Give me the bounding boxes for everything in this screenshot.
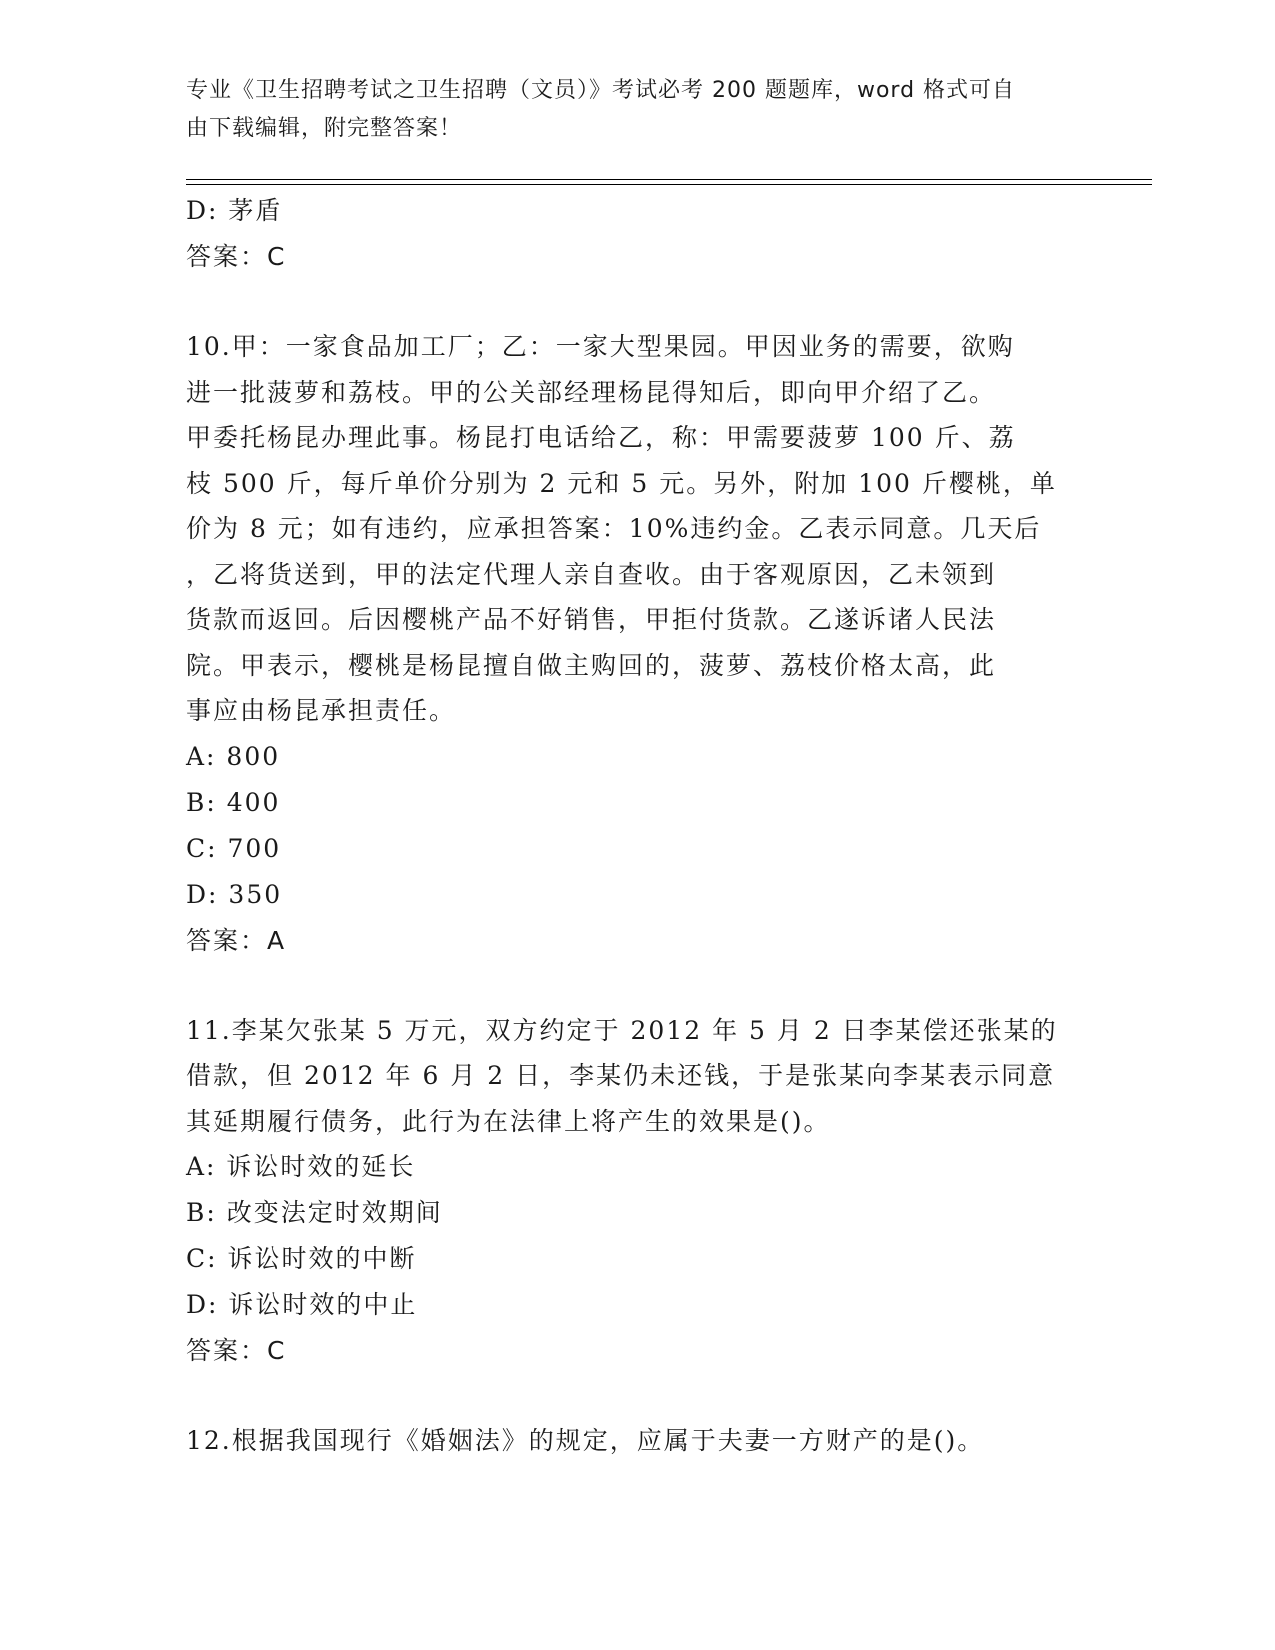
answer: 答案：A xyxy=(186,925,287,955)
question-12 xyxy=(186,1418,1086,1464)
question-10 xyxy=(186,324,1086,964)
answer: 答案：C xyxy=(186,242,287,271)
question-stem-line: 甲委托杨昆办理此事。杨昆打电话给乙，称：甲需要菠萝 100 斤、荔 xyxy=(186,423,1016,452)
option-a: A: 800 xyxy=(186,741,281,771)
option-d: D: 诉讼时效的中止 xyxy=(186,1290,418,1319)
question-stem-line: 10.甲：一家食品加工厂；乙：一家大型果园。甲因业务的需要，欲购 xyxy=(186,332,1015,361)
question-stem-line: 12.根据我国现行《婚姻法》的规定，应属于夫妻一方财产的是()。 xyxy=(186,1426,985,1455)
option-d: D: 350 xyxy=(186,879,283,909)
header-divider-top xyxy=(186,179,1152,180)
answer: 答案：C xyxy=(186,1336,287,1365)
header-line-2: 由下载编辑，附完整答案！ xyxy=(186,116,463,141)
header-divider-bottom xyxy=(186,184,1152,185)
question-stem-line: 借款，但 2012 年 6 月 2 日，李某仍未还钱，于是张某向李某表示同意 xyxy=(186,1061,1056,1090)
carryover-question xyxy=(186,188,1086,280)
option-b: B: 改变法定时效期间 xyxy=(186,1198,443,1227)
document-header xyxy=(186,72,1066,148)
question-stem-line: 事应由杨昆承担责任。 xyxy=(186,696,457,725)
question-stem-line: 货款而返回。后因樱桃产品不好销售，甲拒付货款。乙遂诉诸人民法 xyxy=(186,605,997,634)
question-stem-line: ，乙将货送到，甲的法定代理人亲自查收。由于客观原因，乙未领到 xyxy=(186,559,997,589)
question-stem-line: 院。甲表示，樱桃是杨昆擅自做主购回的，菠萝、荔枝价格太高，此 xyxy=(186,650,997,680)
question-stem-line: 价为 8 元；如有违约，应承担答案：10%违约金。乙表示同意。几天后 xyxy=(186,514,1042,543)
question-stem-line: 进一批菠萝和荔枝。甲的公关部经理杨昆得知后，即向甲介绍了乙。 xyxy=(186,377,997,407)
question-stem-line: 11.李某欠张某 5 万元，双方约定于 2012 年 5 月 2 日李某偿还张某的 xyxy=(186,1015,1058,1045)
question-stem-line: 其延期履行债务，此行为在法律上将产生的效果是()。 xyxy=(186,1106,831,1136)
option-c: C: 700 xyxy=(186,833,282,863)
question-11 xyxy=(186,1008,1086,1375)
option-a: A: 诉讼时效的延长 xyxy=(186,1152,416,1181)
option-d: D: 茅盾 xyxy=(186,196,283,225)
document-body xyxy=(186,188,1086,1464)
header-line-1: 专业《卫生招聘考试之卫生招聘（文员）》考试必考 200 题题库，word 格式可自 xyxy=(186,78,1016,103)
option-b: B: 400 xyxy=(186,787,281,817)
option-c: C: 诉讼时效的中断 xyxy=(186,1244,417,1273)
question-stem-line: 枝 500 斤，每斤单价分别为 2 元和 5 元。另外，附加 100 斤樱桃，单 xyxy=(186,468,1057,498)
